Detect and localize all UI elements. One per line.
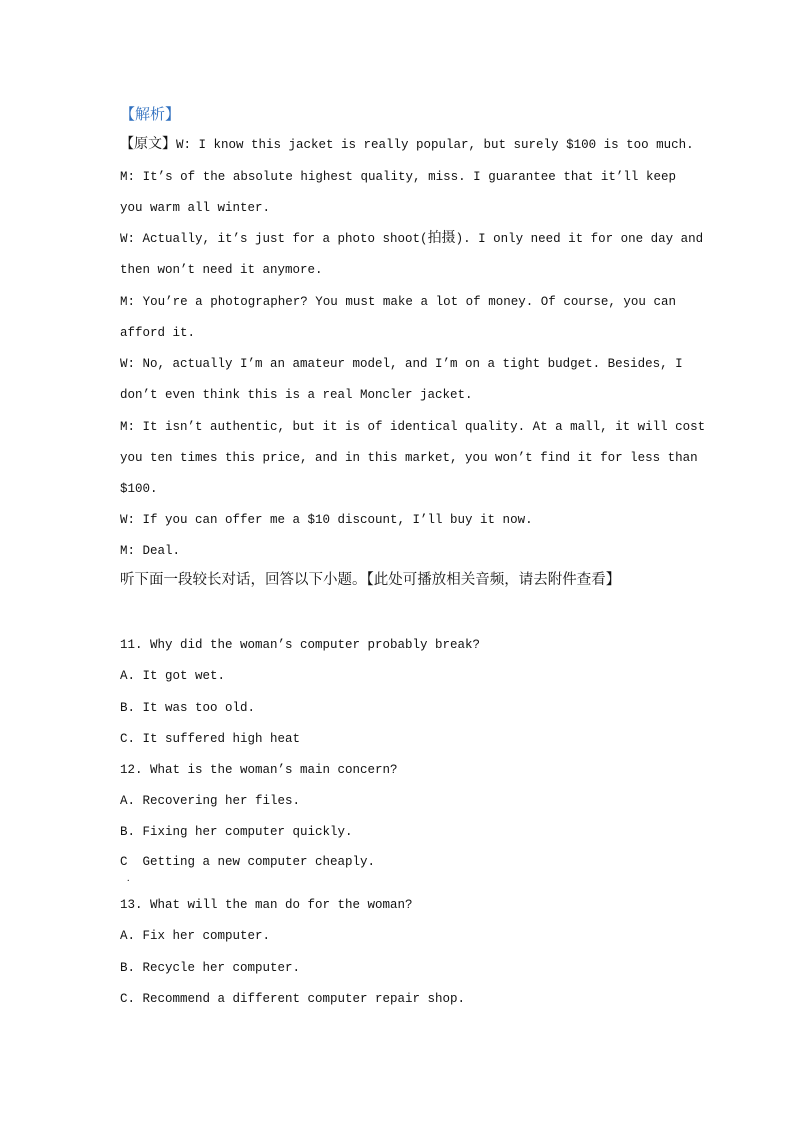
transcript-line-8: W: No, actually I’m an amateur model, and I’m on a tight budget. Besides, I: [120, 357, 683, 371]
question-13: 13. What will the man do for the woman?: [120, 898, 413, 912]
question-13-option-a: A. Fix her computer.: [120, 929, 271, 943]
question-13-option-c: C. Recommend a different computer repair shop.: [120, 992, 466, 1006]
transcript-line-11: you ten times this price, and in this market, you won’t find it for less than: [120, 451, 698, 465]
transcript-line-14: M: Deal.: [120, 544, 181, 558]
transcript-first-line: W: I know this jacket is really popular, but surely $100 is too much.: [176, 138, 694, 152]
question-12: 12. What is the woman’s main concern?: [120, 763, 398, 777]
transcript-line-7: afford it.: [120, 326, 196, 340]
listening-instruction: 听下面一段较长对话，回答以下小题。【此处可播放相关音频，请去附件查看】: [120, 572, 621, 588]
transcript-line-2: M: It’s of the absolute highest quality, miss. I guarantee that it’ll keep: [120, 170, 676, 184]
transcript-line-1: [120, 136, 694, 153]
transcript-line-3: you warm all winter.: [120, 201, 271, 215]
transcript-line-12: $100.: [120, 482, 158, 496]
question-13-option-b: B. Recycle her computer.: [120, 961, 301, 975]
question-12-option-b: B. Fixing her computer quickly.: [120, 825, 353, 839]
stray-dot: .: [127, 873, 130, 884]
question-12-option-c: C Getting a new computer cheaply.: [120, 855, 376, 869]
section-label: 【解析】: [120, 105, 181, 123]
transcript-line-4: W: Actually, it’s just for a photo shoot(拍摄). I only need it for one day and: [120, 230, 704, 246]
transcript-line-13: W: If you can offer me a $10 discount, I’ll buy it now.: [120, 513, 533, 527]
question-11: 11. Why did the woman’s computer probably break?: [120, 638, 481, 652]
transcript-line-6: M: You’re a photographer? You must make a lot of money. Of course, you can: [120, 295, 676, 309]
transcript-tag: 【原文】: [120, 136, 176, 152]
question-11-option-a: A. It got wet.: [120, 669, 226, 683]
transcript-line-5: then won’t need it anymore.: [120, 263, 323, 277]
question-11-option-b: B. It was too old.: [120, 701, 256, 715]
transcript-line-10: M: It isn’t authentic, but it is of identical quality. At a mall, it will cost: [120, 420, 706, 434]
question-11-option-c: C. It suffered high heat: [120, 732, 301, 746]
transcript-line-9: don’t even think this is a real Moncler jacket.: [120, 388, 473, 402]
question-12-option-a: A. Recovering her files.: [120, 794, 301, 808]
